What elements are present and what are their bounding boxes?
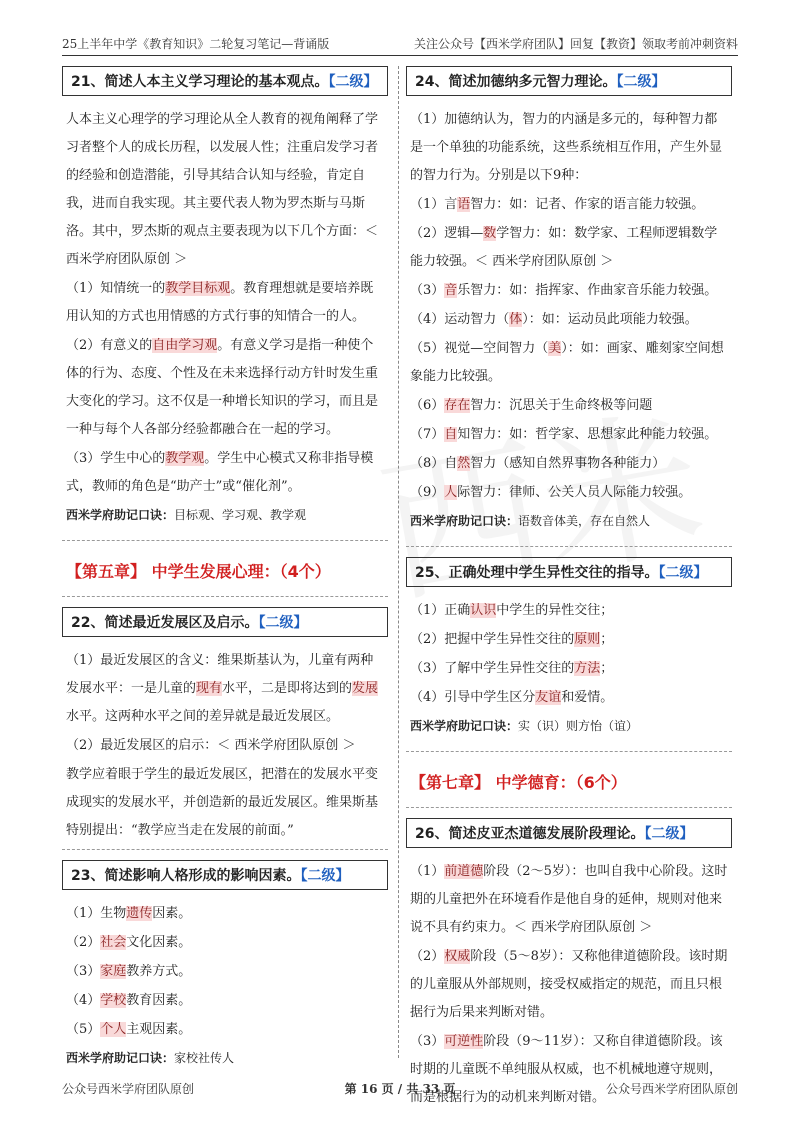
question-24-title-box	[406, 66, 732, 96]
list-item: （7）自知智力：如：哲学家、思想家此种能力较强。	[410, 427, 718, 442]
question-25-mnemonic: 西米学府助记口诀：实（识）则方怡（谊）	[410, 719, 639, 733]
question-23-title-box	[62, 860, 388, 890]
question-26-title-box	[406, 818, 732, 848]
page-number: 第 16 页 / 共 33 页	[344, 1082, 456, 1096]
question-22-point-1: （1）最近发展区的含义：维果斯基认为，儿童有两种发展水平：一是儿童的现有水平，二是即将达到的发展水平。这两种水平之间的差异就是最近发展区。	[66, 653, 379, 724]
question-23-body	[62, 900, 388, 1044]
question-21-point-2: （2）有意义的自由学习观。有意义学习是指一种使个体的行为、态度、个性及在未来选择行动方针时发生重大变化的学习。这不仅是一种增长知识的学习，而且是一种与每个人各部分经验都融合在一起的学习。	[66, 338, 379, 437]
question-26-level: 【二级】	[644, 826, 694, 842]
list-item: （1）生物遗传因素。	[66, 906, 192, 921]
section-separator	[62, 540, 388, 541]
list-item: （5）视觉—空间智力（美）：如：画家、雕刻家空间想象能力比较强。	[410, 341, 724, 384]
question-23-mnemonic: 西米学府助记口诀：家校社传人	[66, 1051, 235, 1065]
question-22-title-box	[62, 607, 388, 637]
question-21-title: 21、简述人本主义学习理论的基本观点。	[71, 74, 329, 90]
question-26-point-3: （3）可逆性阶段（9～11岁）：又称自律道德阶段。该时期的儿童既不单纯服从权威，也不机械地遵守规则，而是根据行为的动机来判断对错。	[410, 1034, 723, 1105]
list-item: （2）把握中学生异性交往的原则；	[410, 632, 614, 647]
question-25-title-box	[406, 557, 732, 587]
question-21-level: 【二级】	[328, 74, 378, 90]
question-24-title: 24、简述加德纳多元智力理论。	[415, 74, 617, 90]
question-23-title: 23、简述影响人格形成的影响因素。	[71, 868, 301, 884]
question-21-point-1: （1）知情统一的教学目标观。教育理想就是要培养既用认知的方式也用情感的方式行事的知情合一的人。	[66, 281, 374, 324]
list-item: （4）运动智力（体）：如：运动员此项能力较强。	[410, 312, 698, 327]
section-separator	[406, 751, 732, 752]
question-22-body	[62, 647, 388, 845]
section-separator	[406, 546, 732, 547]
right-column	[406, 66, 732, 1113]
list-item: （4）学校教育因素。	[66, 993, 192, 1008]
list-item: （3）家庭教养方式。	[66, 964, 192, 979]
list-item: （2）逻辑—数学智力：如：数学家、工程师逻辑数学能力较强。＜ 西米学府团队原创 ＞	[410, 226, 718, 269]
question-21-body	[62, 106, 388, 501]
footer-left: 公众号西米学府团队原创	[62, 1082, 195, 1096]
header-right-promo: 关注公众号【西米学府团队】回复【教资】领取考前冲刺资料	[413, 37, 738, 51]
question-25-body	[406, 597, 732, 712]
list-item: （1）言语智力：如：记者、作家的语言能力较强。	[410, 197, 705, 212]
list-item: （3）音乐智力：如：指挥家、作曲家音乐能力较强。	[410, 283, 718, 298]
question-22-title: 22、简述最近发展区及启示。	[71, 615, 259, 631]
page-footer	[62, 1080, 738, 1097]
question-26-title: 26、简述皮亚杰道德发展阶段理论。	[415, 826, 645, 842]
question-24-body	[406, 106, 732, 507]
question-24-level: 【二级】	[616, 74, 666, 90]
left-column	[62, 66, 388, 1079]
column-divider	[398, 66, 399, 1058]
question-26-point-2: （2）权威阶段（5～8岁）：又称他律道德阶段。该时期的儿童服从外部规则，接受权威指定的规范，而且只根据行为后果来判断对错。	[410, 949, 728, 1020]
question-24-intro: （1）加德纳认为，智力的内涵是多元的，每种智力都是一个单独的功能系统，这些系统相互作用，产生外显的智力行为。分别是以下9种：	[410, 112, 723, 183]
list-item: （5）个人主观因素。	[66, 1022, 192, 1037]
question-24-mnemonic: 西米学府助记口诀：语数音体美，存在自然人	[410, 514, 651, 528]
footer-right: 公众号西米学府团队原创	[605, 1082, 738, 1096]
list-item: （1）正确认识中学生的异性交往；	[410, 603, 614, 618]
question-25-level: 【二级】	[658, 565, 708, 581]
question-21-title-box	[62, 66, 388, 96]
list-item: （8）自然智力（感知自然界事物各种能力）	[410, 456, 666, 471]
question-21-point-3: （3）学生中心的教学观。学生中心模式又称非指导模式，教师的角色是“助产士”或“催化剂”。	[66, 451, 374, 494]
section-separator	[406, 807, 732, 808]
page-header	[62, 34, 738, 56]
question-22-point-3: 教学应着眼于学生的最近发展区，把潜在的发展水平变成现实的发展水平，并创造新的最近发展区。维果斯基特别提出：“教学应当走在发展的前面。”	[66, 767, 379, 838]
question-21-intro: 人本主义心理学的学习理论从全人教育的视角阐释了学习者整个人的成长历程，以发展人性；注重启发学习者的经验和创造潜能，引导其结合认知与经验，肯定自我，进而自我实现。其主要代表人物为罗杰斯与马斯洛。其中，罗杰斯的观点主要表现为以下几个方面：＜ 西米学府团队原创 ＞	[66, 112, 379, 267]
section-separator	[62, 849, 388, 850]
list-item: （3）了解中学生异性交往的方法；	[410, 661, 614, 676]
question-25-title: 25、正确处理中学生异性交往的指导。	[415, 565, 659, 581]
question-22-level: 【二级】	[258, 615, 308, 631]
question-21-mnemonic: 西米学府助记口诀：目标观、学习观、教学观	[66, 508, 307, 522]
list-item: （2）社会文化因素。	[66, 935, 192, 950]
list-item: （9）人际智力：律师、公关人员人际能力较强。	[410, 485, 692, 500]
question-22-point-2: （2）最近发展区的启示：＜ 西米学府团队原创 ＞	[66, 738, 356, 753]
chapter-7-heading: 【第七章】 中学德育：（6个）	[410, 773, 627, 792]
list-item: （6）存在智力：沉思关于生命终极等问题	[410, 398, 653, 413]
question-26-point-1: （1）前道德阶段（2～5岁）：也叫自我中心阶段。这时期的儿童把外在环境看作是他自身的延伸，规则对他来说不具有约束力。＜ 西米学府团队原创 ＞	[410, 864, 728, 935]
section-separator	[62, 596, 388, 597]
header-left-title: 25上半年中学《教育知识》二轮复习笔记—背诵版	[62, 37, 330, 51]
question-26-body	[406, 858, 732, 1112]
list-item: （4）引导中学生区分友谊和爱情。	[410, 690, 614, 705]
chapter-5-heading: 【第五章】 中学生发展心理：（4个）	[66, 562, 331, 581]
question-23-level: 【二级】	[300, 868, 350, 884]
